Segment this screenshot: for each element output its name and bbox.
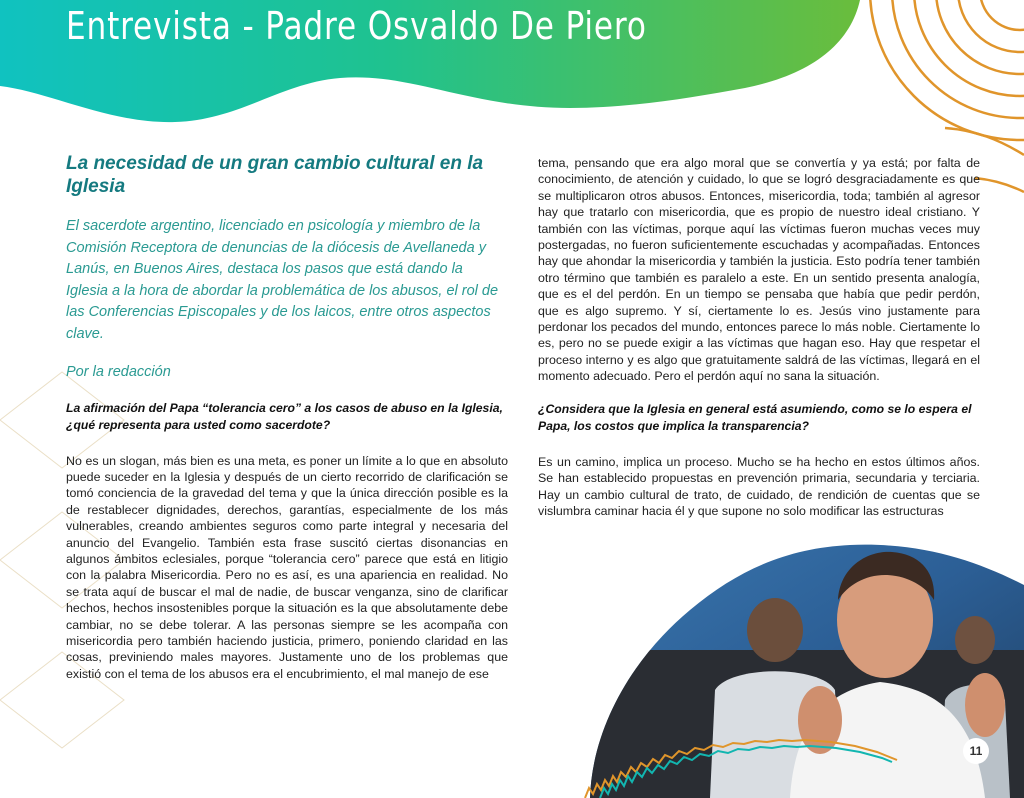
page-number: 11 <box>963 738 989 764</box>
interview-question-1: La afirmación del Papa “tolerancia cero” a los casos de abuso en la Iglesia, ¿qué representa para usted como sacerdote? <box>66 400 503 433</box>
left-column <box>66 152 508 698</box>
article-byline: Por la redacción <box>66 363 171 380</box>
article-subtitle: La necesidad de un gran cambio cultural en la Iglesia <box>66 153 484 197</box>
interview-question-2: ¿Considera que la Iglesia en general está asumiendo, como se lo espera el Papa, los costos que implica la transparencia? <box>538 401 972 434</box>
portrait-photo <box>580 530 1024 798</box>
interview-answer-2: Es un camino, implica un proceso. Mucho se ha hecho en estos últimos años. Se han establecido propuestas en prevención primaria, secundaria y terciaria. Hay un cambio cultural de trato, de cuidado, de rendición de cuentas que se vislumbra caminar hacia él y que supone no solo modificar las estructuras <box>538 454 980 518</box>
interview-answer-1-continued: tema, pensando que era algo moral que se convertía y ya está; por falta de conocimiento, de atención y cuidado, lo que se logró desgraciadamente es que se multiplicaron otros abusos. Entonces, misericordia, toda; también al agresor hay que tratarlo con misericordia, que es propio de nuestro ideal cristiano. Y también con las víctimas, porque aquí las víctimas fueron muchas veces muy postergadas, no fueron suficientemente escuchadas y acompañadas. Entonces hay que ahondar la misericordia y también la justicia. Esto podría tener también otro término que también es paralelo a este. En un sentido presenta analogía, que es el del perdón. En un tiempo se pensaba que había que pedir perdón, que es algo supremo. Y sí, ciertamente lo es. Jesús vino justamente para perdonar los pecados del mundo, entonces parece lo más noble. Ciertamente lo es, pero no se puede exigir a las víctimas que hagan eso. Hay que respetar el proceso interno y es algo que gratuitamente saldrá de las víctimas, llegará en el momento adecuado. Pero el perdón aquí no sana la situación. <box>538 156 980 384</box>
right-column <box>538 155 980 535</box>
header-title: Entrevista - Padre Osvaldo De Piero <box>66 4 647 48</box>
interview-answer-1: No es un slogan, más bien es una meta, es poner un límite a lo que en absoluto puede suceder en la Iglesia y después de un cierto recorrido de clarificación se tomó conciencia de la gravedad del tema y que la única dirección posible es la de restablecer dignidades, derechos, garantías, especialmente de los más vulnerables, creando ambientes seguros como parte integral y necesaria del anuncio del Evangelio. También esta frase suscitó ciertas disonancias en algunos ámbitos eclesiales, porque “tolerancia cero” parece que está en litigio con la palabra Misericordia. Pero no es así, es una apariencia en realidad. No se trata aquí de buscar el mal de nadie, de buscar venganza, sino de clarificar hechos, hechos insostenibles porque la situación es la que absolutamente debe cambiar, no se debe tolerar. A las personas siempre se les acompaña con misericordia pero también haciendo justicia, primero, poniendo claridad en las cosas, previniendo males mayores. Justamente uno de los problemas que existió con el tema de los abusos era el encubrimiento, el mal manejo de ese <box>66 453 508 681</box>
article-lead: El sacerdote argentino, licenciado en psicología y miembro de la Comisión Receptora de denuncias de la diócesis de Avellaneda y Lanús, en Buenos Aires, destaca los pasos que está dando la Iglesia a la hora de abordar la problemática de los abusos, el rol de las Conferencias Episcopales y de los laicos, entre otros aspectos clave. <box>66 218 499 342</box>
